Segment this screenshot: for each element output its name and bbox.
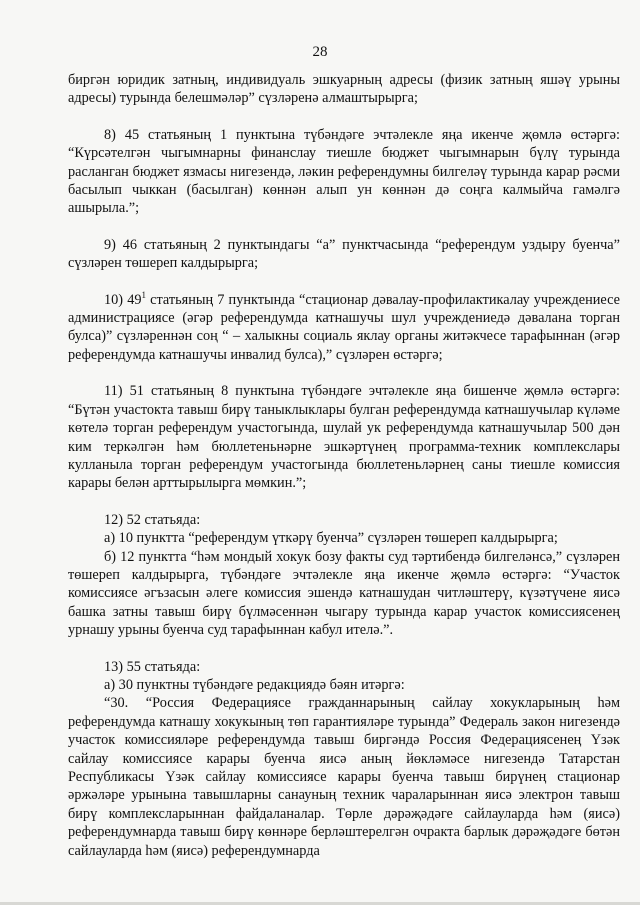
paragraph-item-11: 11) 51 статьяның 8 пунктына түбәндәге эчтәлекле яңа бишенче җөмлә өстәргә: “Бүтән участокта тавыш бирү таныклыклары булган референдумда катнашучылар күләме көтелә торган референдум участогында, шулай ук референдумда катнашучылар 500 дән ким теркәлгән һәм бюллетеньнәрне эшкәртүнең программа-техник комплекслары кулланыла торган референдум участогында бюллетеньләрнең саны тиешле комиссия карары белән арттырылырга мөмкин.”; xyxy=(68,383,620,492)
item-10-number: 10) 49 xyxy=(104,291,142,308)
paragraph-item-12b: б) 12 пунктта “һәм мондый хокук бозу факты суд тәртибендә билгеләнсә,” сүзләрен төшереп калдырырга, түбәндәге эчтәлекле яңа икенче җөмлә өстәргә: “Участок комиссиясе әгъзасын әлеге комиссия эшендә катнашудан читләштерү, күзәтүчене яисә башка затны тавыш бирү бүлмәсеннән чыгару турында карар участок комиссиясенең урнашу урыны буенча суд тарафыннан кабул ителә.”. xyxy=(68,548,620,639)
document-body xyxy=(68,71,620,860)
paragraph-item-30-quote: “30. “Россия Федерациясе гражданнарының сайлау хокукларының һәм референдумда катнашу хокукының төп гарантияләре турында” Федераль закон нигезендә участок комиссияләре референдумда тавыш биргәндә Россия Федерациясенең Үзәк сайлау комиссиясе карары буенча яисә аның йөкләмәсе нигезендә Татарстан Республикасы Үзәк сайлау комиссиясе карары буенча тавыш бирүнең стационар әржәләре урынына тавышларны санауның техник чараларыннан яисә электрон тавыш бирү комплексларыннан файдаланалар. Төрле дәрәҗәдәге сайлауларда һәм (яисә) референдумнарда тавыш бирү көннәре берләштерелгән очракта барлык дәрәҗәдәге бөтән сайлауларда һәм (яисә) референдумнарда xyxy=(68,695,620,859)
item-10-superscript: 1 xyxy=(141,289,146,300)
paragraph-item-8: 8) 45 статьяның 1 пунктына түбәндәге эчтәлекле яңа икенче җөмлә өстәргә: “Күрсәтелгән чыгымнарны финанслау тиешле бюджет чыгымнарын бүлү турында расланган бюджет язмасы нигезендә, ләкин референдумны билгеләү турында карар рәсми басылып чыккан (басылган) көннән алып ун көннән дә соңга калмыйча гамәлгә ашырыла.”; xyxy=(68,126,620,217)
paragraph-item-9: 9) 46 статьяның 2 пунктындагы “a” пунктчасында “референдум уздыру буенча” сүзләрен төшереп калдырырга; xyxy=(68,236,620,272)
item-10-text: статьяның 7 пунктында “стационар дәвалау-профилактикалау учреждениесе администрациясе (әгәр референдумда катнашучы шул учреждениедә дәвалана торган булса)” сүзләреннән соң “ – халыкны социаль яклау органы житәкчесе тарафыннан (әгәр референдумда катнашучы инвалид булса),” сүзләрен өстәргә; xyxy=(68,291,620,363)
paragraph-item-12: 12) 52 статьяда: xyxy=(104,511,201,528)
paragraph-item-13: 13) 55 статьяда: xyxy=(104,658,201,675)
page-number: 28 xyxy=(312,44,328,60)
paragraph-item-10 xyxy=(68,291,620,365)
paragraph-item-13a: a) 30 пунктны түбәндәге редакциядә бәян итәргә: xyxy=(104,676,405,693)
paragraph-item-12a: a) 10 пунктта “референдум үткәрү буенча” сүзләрен төшереп калдырырга; xyxy=(104,530,558,547)
paragraph-continuation: биргән юридик затның, индивидуаль эшкуарның адресы (физик затның яшәү урыны адресы) турында белешмәләр” сүзләренә алмаштырырга; xyxy=(68,72,620,107)
